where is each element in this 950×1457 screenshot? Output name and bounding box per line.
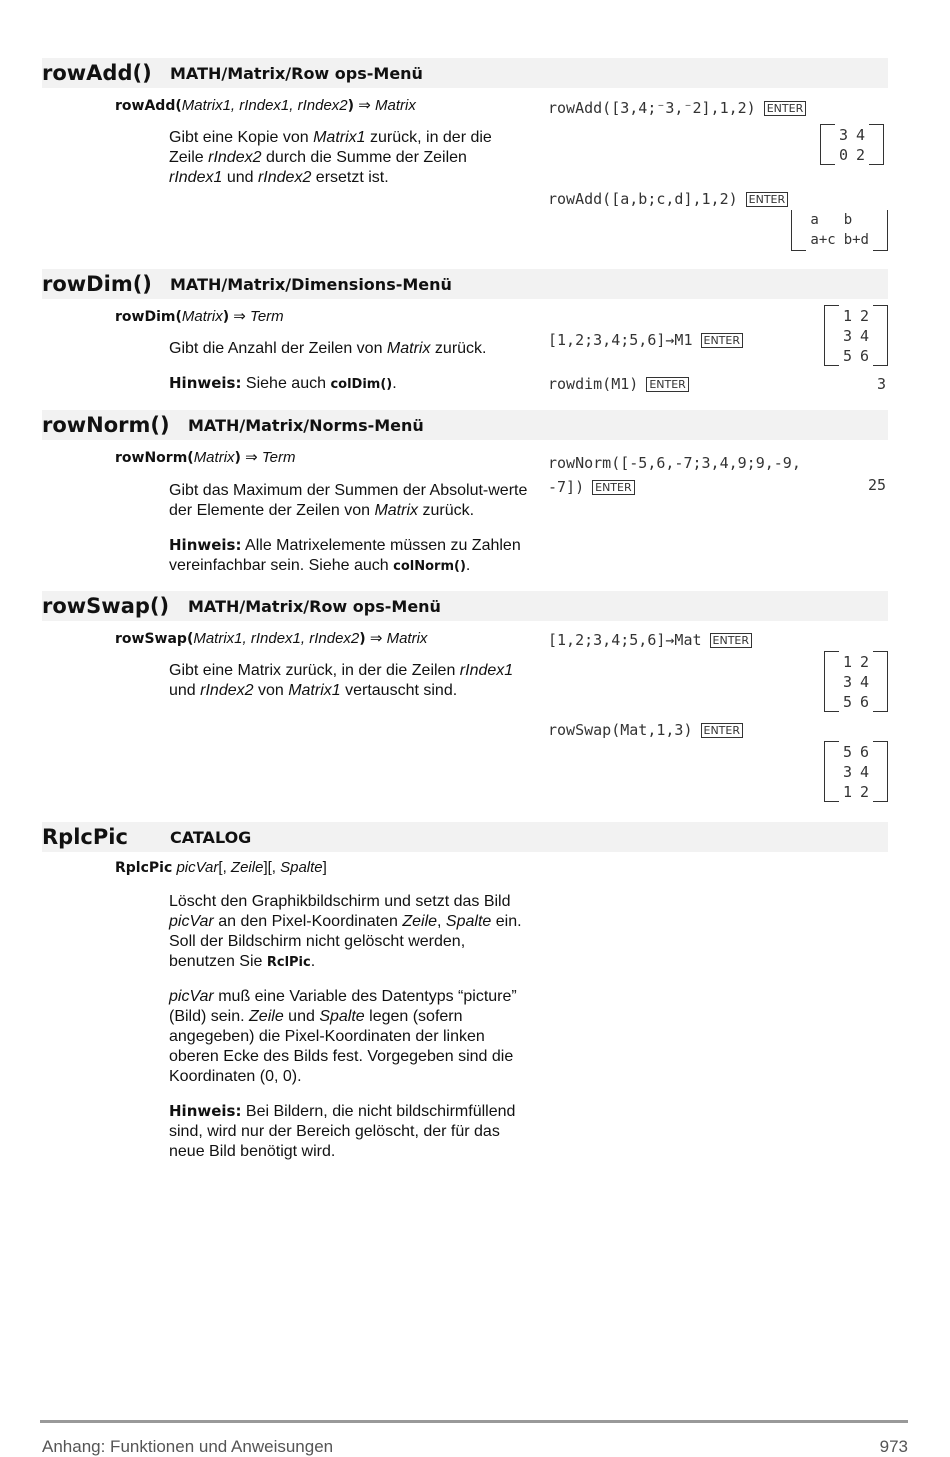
example-input-2: rowAdd([a,b;c,d],1,2) ENTER — [548, 190, 788, 208]
syntax-line: rowSwap(Matrix1, rIndex1, rIndex2) ⇒ Matrix — [115, 630, 428, 647]
heading-bar — [42, 269, 888, 299]
matrix-cell: 3 — [838, 125, 848, 144]
matrix-cell: 1 — [842, 652, 852, 671]
enter-key-icon: ENTER — [646, 377, 689, 392]
enter-key-icon: ENTER — [592, 480, 635, 495]
description: Löscht den Graphikbildschirm und setzt das Bild picVar an den Pixel-Koordinaten Zeile, Spalte ein. Soll der Bildschirm nicht gelöscht werden, benutzen Sie RclPic. picVar muß eine Variable des Datentyps “picture” (Bild) sein. Zeile und Spalte legen (sofern angegeben) die Pixel-Koordinaten der linken oberen Ecke des Bilds fest. Vorgegeben sind die Koordinaten (0, 0). Hinweis: Bei Bildern, die nicht bildschirmfüllend sind, wird nur der Bereich gelöscht, der für das neue Bild benötigt wird. — [169, 893, 522, 1160]
syntax-line: rowDim(Matrix) ⇒ Term — [115, 308, 284, 325]
menu-path: MATH/Matrix/Row ops-Menü — [188, 597, 441, 616]
matrix-cell: 4 — [859, 762, 869, 781]
description: Gibt das Maximum der Summen der Absolut-werte der Elemente der Zeilen von Matrix zurück. Hinweis: Alle Matrixelemente müssen zu Zahlen vereinfachbar sein. Siehe auch colNorm(). — [169, 482, 528, 574]
matrix-cell: a+c — [810, 232, 836, 248]
example-result-2 — [824, 741, 888, 802]
example-input-1: rowAdd([3,4;⁻3,⁻2],1,2) ENTER — [548, 99, 806, 117]
heading-bar — [42, 591, 888, 621]
matrix-cell: 3 — [842, 326, 852, 345]
matrix-cell: 3 — [842, 762, 852, 781]
section-rplcpic — [42, 822, 888, 1160]
syntax-fn: rowAdd( — [115, 98, 182, 114]
syntax-line: rowNorm(Matrix) ⇒ Term — [115, 449, 296, 466]
description: Gibt eine Matrix zurück, in der die Zeilen rIndex1 und rIndex2 von Matrix1 vertauscht sind. — [169, 662, 514, 699]
example-result-1 — [824, 305, 888, 366]
description: Gibt die Anzahl der Zeilen von Matrix zurück. Hinweis: Siehe auch colDim(). — [169, 340, 487, 392]
example-input-1: [1,2;3,4;5,6]→Mat ENTER — [548, 631, 752, 649]
footer-divider — [40, 1420, 908, 1423]
matrix-cell: 2 — [859, 782, 869, 801]
matrix-cell: 2 — [855, 145, 865, 164]
matrix-cell: 2 — [859, 306, 869, 325]
example-result-1: 25 — [867, 476, 886, 494]
menu-path: MATH/Matrix/Dimensions-Menü — [170, 275, 452, 294]
matrix-cell: 5 — [842, 346, 852, 365]
matrix-cell: 0 — [838, 145, 848, 164]
section-rowdim — [42, 269, 888, 393]
enter-key-icon: ENTER — [701, 333, 744, 348]
matrix-cell: 5 — [842, 692, 852, 711]
matrix-cell: 4 — [859, 672, 869, 691]
syntax-arrow: ⇒ — [358, 97, 371, 114]
example-input-2: rowdim(M1) ENTER — [548, 375, 689, 393]
example-result-1 — [824, 651, 888, 712]
section-rowswap — [42, 591, 888, 801]
syntax-line: RplcPic picVar[, Zeile][, Spalte] — [115, 859, 327, 876]
matrix-cell: b+d — [843, 232, 869, 248]
example-result-2 — [791, 210, 888, 251]
syntax-close: ) — [347, 98, 355, 114]
matrix-cell: 3 — [842, 672, 852, 691]
function-name: rowSwap() — [42, 594, 170, 618]
example-input-2: rowSwap(Mat,1,3) ENTER — [548, 721, 743, 739]
example-input-1: [1,2;3,4;5,6]→M1 ENTER — [548, 331, 743, 349]
page-number: 973 — [879, 1437, 908, 1456]
matrix-cell: 1 — [842, 782, 852, 801]
example-result-1 — [820, 124, 884, 165]
matrix-cell: 1 — [842, 306, 852, 325]
matrix-cell: 2 — [859, 652, 869, 671]
heading-bar — [42, 58, 888, 88]
example-input-1: rowNorm([-5,6,-7;3,4,9;9,-9, -7]) ENTER — [548, 454, 801, 496]
enter-key-icon: ENTER — [764, 101, 807, 116]
description: Gibt eine Kopie von Matrix1 zurück, in der die Zeile rIndex2 durch die Summe der Zeilen rIndex1 und rIndex2 ersetzt ist. — [169, 129, 492, 186]
enter-key-icon: ENTER — [701, 723, 744, 738]
matrix-cell: 6 — [859, 742, 869, 761]
matrix-cell: 6 — [859, 692, 869, 711]
heading-bar — [42, 822, 888, 852]
syntax-result: Matrix — [374, 97, 416, 114]
section-rownorm — [42, 410, 888, 574]
menu-path: MATH/Matrix/Row ops-Menü — [170, 64, 423, 83]
menu-path: MATH/Matrix/Norms-Menü — [188, 416, 424, 435]
menu-path: CATALOG — [170, 828, 252, 847]
section-rowadd — [42, 58, 888, 248]
enter-key-icon: ENTER — [710, 633, 753, 648]
function-name: rowDim() — [42, 272, 152, 296]
matrix-cell: 4 — [855, 125, 865, 144]
example-result-2: 3 — [876, 375, 886, 393]
footer-title: Anhang: Funktionen und Anweisungen — [42, 1437, 334, 1456]
matrix-cell: a — [810, 212, 819, 228]
function-name: rowAdd() — [42, 61, 152, 85]
matrix-cell: b — [843, 212, 853, 228]
matrix-cell: 6 — [859, 346, 869, 365]
matrix-cell: 4 — [859, 326, 869, 345]
function-name: RplcPic — [42, 825, 128, 849]
function-name: rowNorm() — [42, 413, 170, 437]
enter-key-icon: ENTER — [746, 192, 789, 207]
syntax-line — [115, 96, 416, 114]
syntax-args: Matrix1, rIndex1, rIndex2 — [181, 97, 348, 114]
heading-bar — [42, 410, 888, 440]
matrix-cell: 5 — [842, 742, 852, 761]
